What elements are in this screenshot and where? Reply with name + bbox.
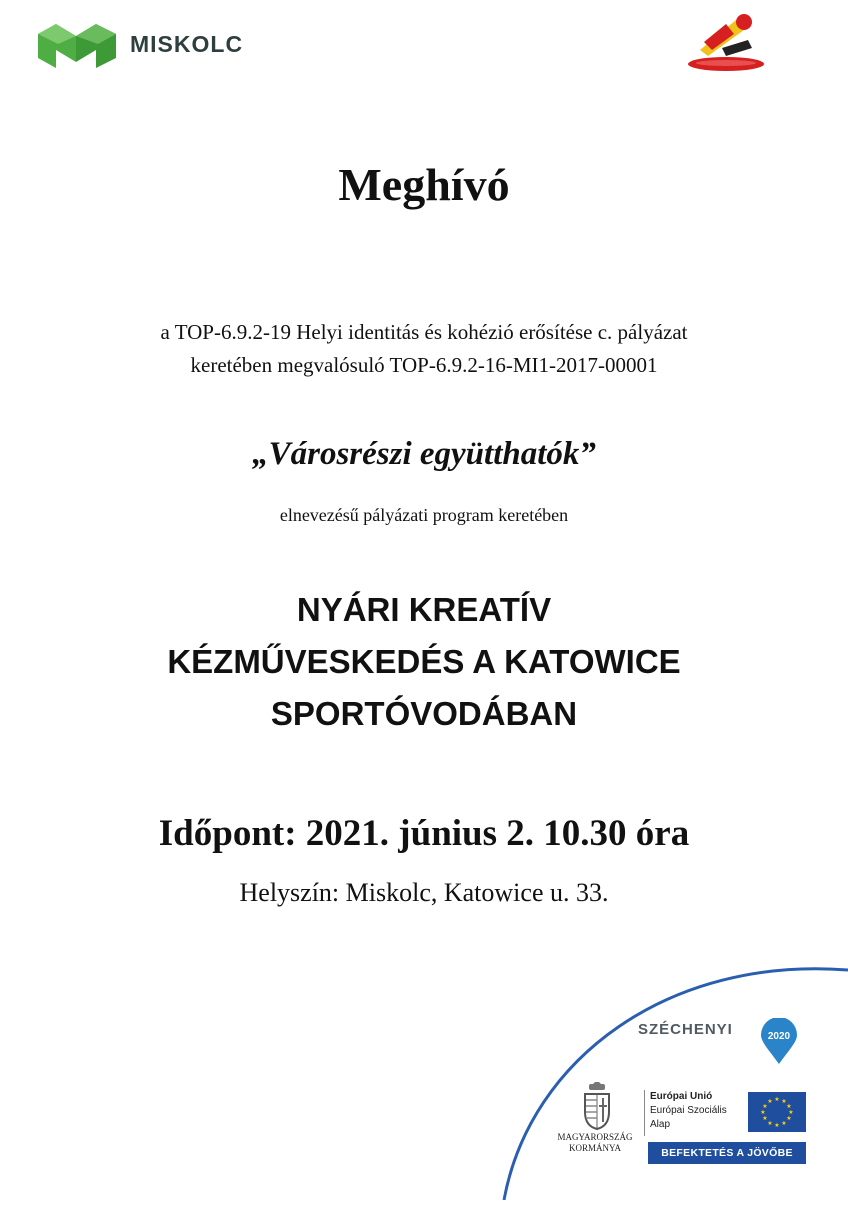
- hungarian-coat-of-arms-icon: [582, 1082, 612, 1135]
- event-place: Helyszín: Miskolc, Katowice u. 33.: [239, 878, 609, 907]
- svg-text:★: ★: [767, 1098, 773, 1105]
- location-pin-icon: [759, 1018, 799, 1066]
- eu-line-3: Alap: [650, 1119, 671, 1130]
- event-title-line-3: SPORTÓVODÁBAN: [270, 695, 578, 732]
- event-title-line-2: KÉZMŰVESKEDÉS A KATOWICE: [167, 643, 681, 680]
- government-line-1: MAGYARORSZÁG: [557, 1132, 633, 1142]
- intro-line-2: keretében megvalósuló TOP-6.9.2-16-MI1-2017-00001: [190, 353, 658, 377]
- eu-line-1: Európai Unió: [650, 1091, 713, 1102]
- event-time: Időpont: 2021. június 2. 10.30 óra: [158, 813, 690, 854]
- eu-line-2: Európai Szociális: [650, 1105, 727, 1116]
- svg-text:★: ★: [762, 1103, 768, 1110]
- government-label: [548, 1132, 642, 1154]
- footer-arc-decoration: [490, 948, 848, 1205]
- svg-text:★: ★: [788, 1109, 794, 1116]
- svg-text:★: ★: [774, 1122, 780, 1129]
- szechenyi-year: 2020: [767, 1031, 791, 1042]
- svg-text:★: ★: [767, 1120, 773, 1127]
- program-name: „Városrészi együtthatók”: [252, 436, 596, 472]
- svg-text:★: ★: [786, 1115, 792, 1122]
- svg-text:★: ★: [786, 1103, 792, 1110]
- szechenyi-label: SZÉCHENYI: [638, 1021, 733, 1038]
- miskolc-wordmark: MISKOLC: [130, 31, 244, 57]
- svg-text:★: ★: [781, 1098, 787, 1105]
- eu-fund-label: [650, 1090, 727, 1132]
- eu-divider: [644, 1090, 645, 1136]
- page-title: Meghívó: [338, 159, 510, 210]
- event-title: [0, 584, 848, 740]
- sport-kindergarten-logo-icon: [686, 10, 766, 79]
- svg-text:★: ★: [760, 1109, 766, 1116]
- program-subtitle: elnevezésű pályázati program keretében: [279, 505, 569, 525]
- svg-text:★: ★: [774, 1096, 780, 1103]
- svg-text:★: ★: [781, 1120, 787, 1127]
- intro-text: [0, 316, 848, 382]
- svg-text:★: ★: [762, 1115, 768, 1122]
- miskolc-logo-icon: [38, 22, 116, 75]
- event-title-line-1: NYÁRI KREATÍV: [296, 591, 552, 628]
- eu-banner: BEFEKTETÉS A JÖVŐBE: [648, 1142, 806, 1164]
- intro-line-1: a TOP-6.9.2-19 Helyi identitás és kohézió erősítése c. pályázat: [160, 320, 688, 344]
- eu-flag-icon: [748, 1092, 806, 1137]
- government-line-2: KORMÁNYA: [568, 1143, 621, 1153]
